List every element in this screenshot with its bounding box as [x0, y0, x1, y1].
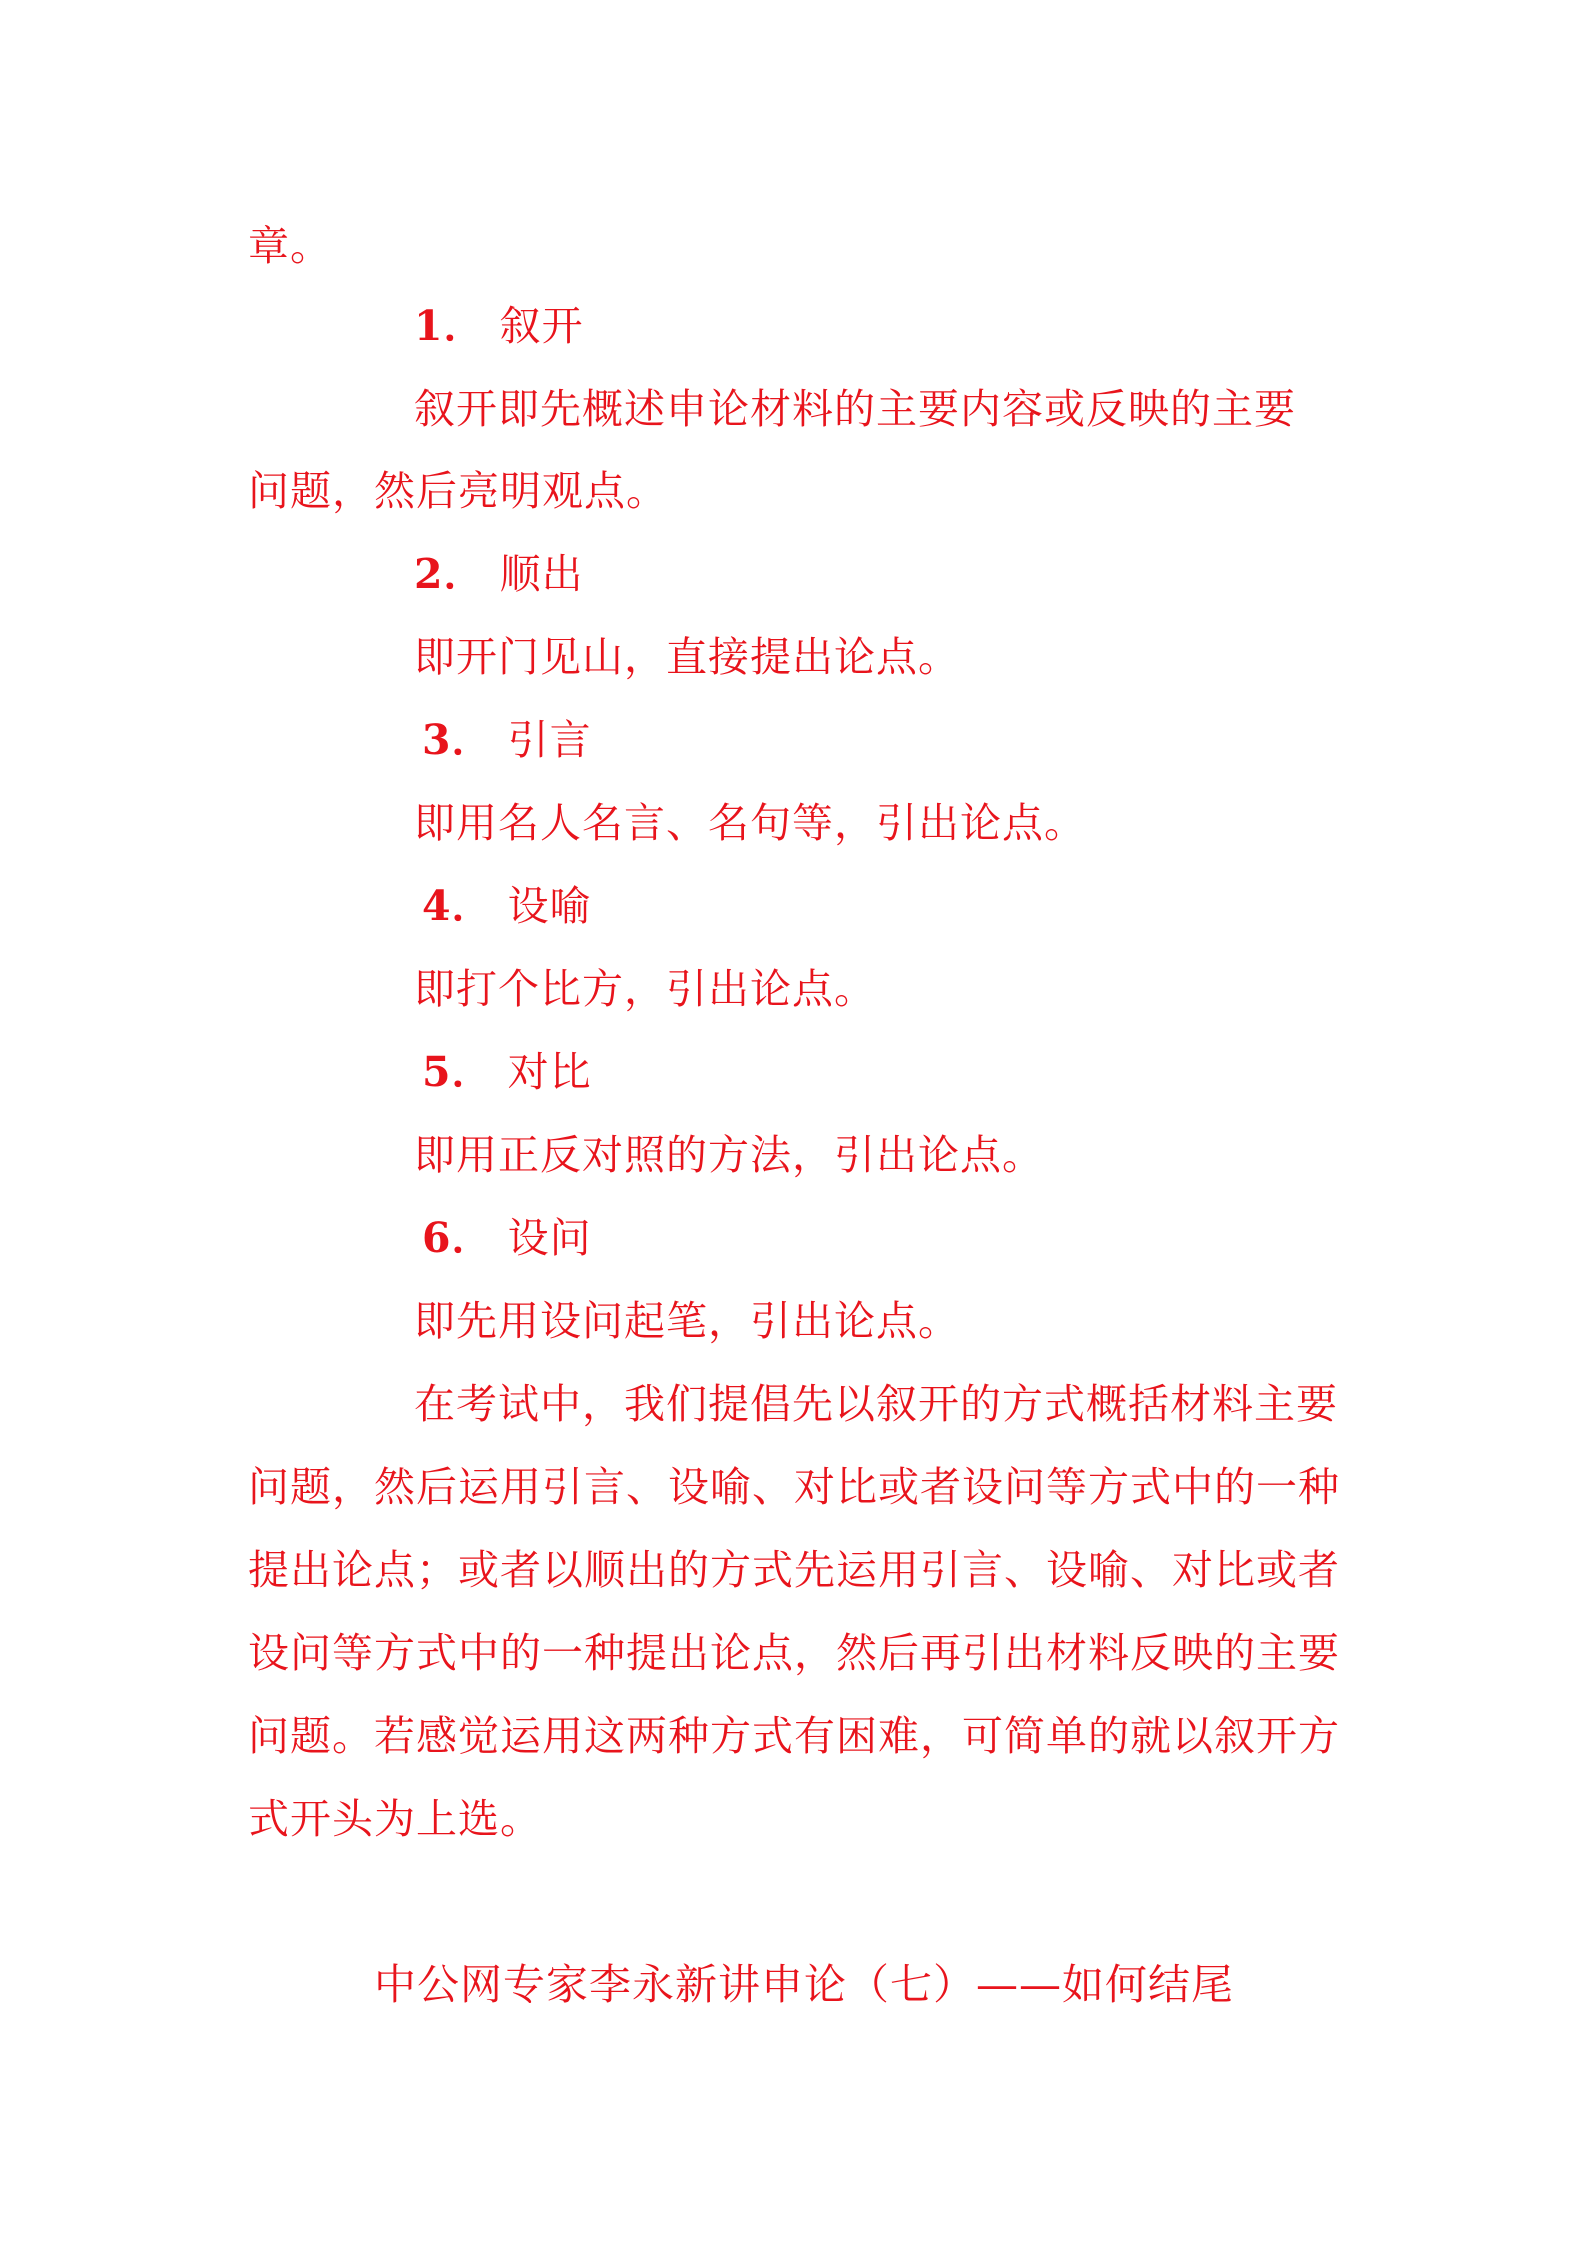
list-heading-text: 设问 [507, 1214, 592, 1262]
paragraph-line: 即打个比方，引出论点。 [414, 965, 876, 1013]
list-heading-1 [414, 302, 584, 350]
list-number: 1． [414, 302, 486, 350]
paragraph-line: 即先用设问起笔，引出论点。 [414, 1297, 960, 1345]
paragraph-line: 即用正反对照的方法，引出论点。 [414, 1131, 1044, 1179]
list-heading-6 [422, 1214, 592, 1262]
list-heading-text: 引言 [507, 716, 592, 764]
list-heading-2 [414, 550, 584, 598]
list-heading-text: 叙开 [499, 302, 584, 350]
list-heading-text: 对比 [507, 1048, 592, 1096]
paragraph-line: 即开门见山，直接提出论点。 [414, 633, 960, 681]
list-heading-text: 顺出 [499, 550, 584, 598]
paragraph-line: 提出论点；或者以顺出的方式先运用引言、设喻、对比或者 [248, 1546, 1340, 1594]
paragraph-line: 问题，然后运用引言、设喻、对比或者设问等方式中的一种 [248, 1463, 1340, 1511]
list-heading-3 [422, 716, 592, 764]
paragraph-line: 在考试中，我们提倡先以叙开的方式概括材料主要 [414, 1380, 1338, 1428]
paragraph-line: 式开头为上选。 [248, 1795, 542, 1843]
list-heading-text: 设喻 [507, 882, 592, 930]
paragraph-line: 即用名人名言、名句等，引出论点。 [414, 799, 1086, 847]
paragraph-line: 问题。若感觉运用这两种方式有困难，可简单的就以叙开方 [248, 1712, 1340, 1760]
paragraph-continuation: 章。 [248, 222, 332, 270]
paragraph-line: 叙开即先概述申论材料的主要内容或反映的主要 [414, 385, 1296, 433]
list-heading-5 [422, 1048, 592, 1096]
list-number: 3． [422, 716, 494, 764]
section-title: 中公网专家李永新讲申论（七）——如何结尾 [374, 1960, 1235, 2009]
paragraph-line: 问题，然后亮明观点。 [248, 467, 668, 515]
list-number: 4． [422, 882, 494, 930]
list-number: 6． [422, 1214, 494, 1262]
list-heading-4 [422, 882, 592, 930]
list-number: 5． [422, 1048, 494, 1096]
list-number: 2． [414, 550, 486, 598]
paragraph-line: 设问等方式中的一种提出论点，然后再引出材料反映的主要 [248, 1629, 1340, 1677]
